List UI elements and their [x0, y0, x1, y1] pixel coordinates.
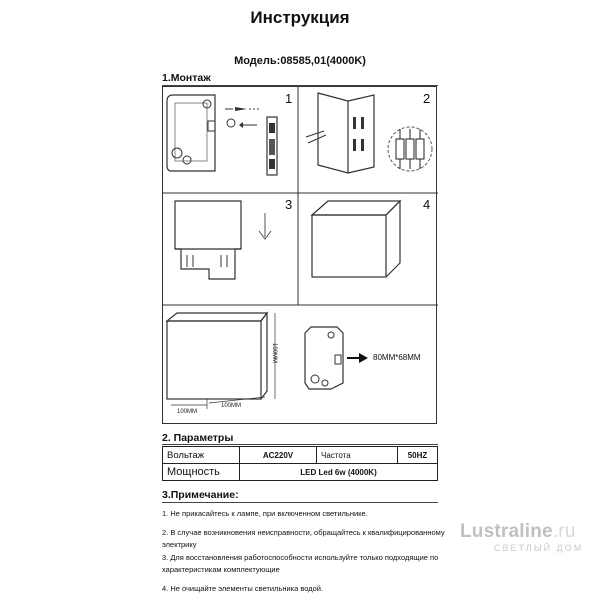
- depth-dimension: 100MM: [177, 409, 198, 415]
- step-number: 4: [423, 197, 431, 212]
- step-4-cell: [298, 193, 438, 305]
- mounting-diagram-grid: [162, 86, 437, 424]
- section-params-heading: 2. Параметры: [162, 432, 234, 444]
- divider: [162, 444, 438, 445]
- parameters-table: [162, 446, 438, 481]
- step-number: 2: [423, 91, 431, 106]
- bracket-size-label: 80MM*68MM: [373, 353, 421, 362]
- note-3: 3. Для восстановления работоспособности используйте только подходящие по: [162, 553, 439, 562]
- divider: [162, 502, 438, 503]
- note-3-continued: характеристикам комплектующие: [162, 565, 280, 574]
- note-2: 2. В случае возникновения неисправности, обращайтесь к квалифицированному: [162, 528, 445, 537]
- wiring-drawing: [298, 87, 438, 193]
- width-dimension: 100MM: [221, 403, 242, 409]
- table-row: [163, 447, 438, 464]
- watermark-tagline: СВЕТЛЫЙ ДОМ: [494, 543, 584, 553]
- step-1-cell: [163, 87, 298, 193]
- watermark-name: Lustra: [460, 521, 520, 542]
- watermark-accent: line: [519, 521, 553, 542]
- step-number: 3: [285, 197, 293, 212]
- voltage-label: Вольтаж: [163, 447, 240, 464]
- watermark-ext: .ru: [552, 521, 576, 542]
- voltage-value: AC220V: [240, 447, 317, 464]
- frequency-value: 50HZ: [398, 447, 438, 464]
- section-mounting-heading: 1.Монтаж: [162, 72, 211, 84]
- step-2-cell: [298, 87, 438, 193]
- power-label: Мощность: [163, 464, 240, 481]
- height-dimension: 100MM: [271, 343, 277, 364]
- note-4: 4. Не очищайте элементы светильника водой.: [162, 584, 324, 593]
- note-2-continued: электрику: [162, 540, 197, 549]
- model-line: Модель:08585,01(4000K): [234, 55, 366, 67]
- dimensions-drawing: [163, 305, 438, 425]
- section-notes-heading: 3.Примечание:: [162, 489, 239, 501]
- step-3-cell: [163, 193, 298, 305]
- note-1: 1. Не прикасайтесь к лампе, при включенном светильнике.: [162, 509, 368, 518]
- power-value: LED Led 6w (4000K): [240, 464, 438, 481]
- table-row: [163, 464, 438, 481]
- dimensions-cell: [163, 305, 438, 425]
- step-number: 1: [285, 91, 293, 106]
- frequency-label: Частота: [317, 447, 398, 464]
- mount-housing-drawing: [163, 193, 298, 305]
- bracket-screws-drawing: [163, 87, 298, 193]
- page-title: Инструкция: [250, 8, 350, 27]
- watermark-logo: [460, 521, 584, 553]
- assembled-fixture-drawing: [298, 193, 438, 305]
